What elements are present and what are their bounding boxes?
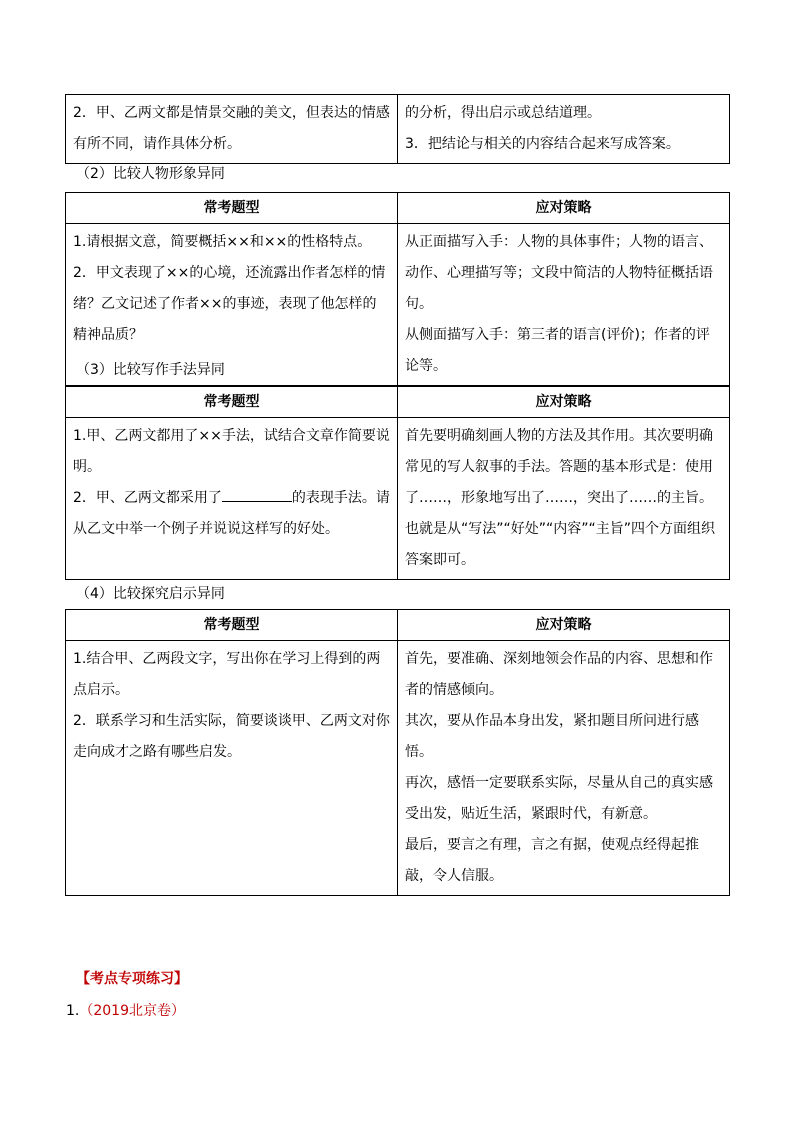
strategy-text: 从侧面描写入手：第三者的语言(评价)；作者的评论等。 — [405, 327, 710, 374]
strategy-text: 再次，感悟一定要联系实际，尽量从自己的真实感受出发，贴近生活，紧跟时代，有新意。 — [405, 775, 713, 822]
table-header-row — [66, 387, 730, 418]
question-cell — [66, 95, 398, 164]
continued-table — [65, 94, 730, 164]
strategy-text: 其次，要从作品本身出发，紧扣题目所问进行感悟。 — [405, 713, 699, 760]
strategy-cell — [398, 418, 730, 580]
question-text: 2．甲文表现了××的心境，还流露出作者怎样的情绪？乙文记述了作者××的事迹，表现了他怎样的精神品质？ — [73, 265, 386, 343]
question-text — [73, 483, 390, 545]
section-title-2: （2）比较人物形象异同 — [76, 166, 225, 182]
table-header-row — [66, 193, 730, 224]
column-header-strategy: 应对策略 — [398, 387, 730, 418]
practice-item — [66, 1000, 185, 1020]
strategy-cell — [398, 224, 730, 386]
fill-in-blank — [222, 487, 292, 502]
question-text: 1.请根据文意，简要概括××和××的性格特点。 — [73, 234, 372, 250]
practice-item-source: （2019北京卷） — [79, 1003, 185, 1019]
strategy-cell — [398, 641, 730, 896]
character-table — [65, 192, 730, 386]
question-cell — [66, 418, 398, 580]
strategy-text: 从正面描写入手：人物的具体事件；人物的语言、动作、心理描写等；文段中简洁的人物特征概括语句。 — [405, 234, 713, 312]
section-title-4: （4）比较探究启示异同 — [76, 586, 225, 602]
question-text: 2．甲、乙两文都是情景交融的美文，但表达的情感有所不同，请作具体分析。 — [73, 105, 390, 152]
column-header-question-type: 常考题型 — [66, 387, 398, 418]
question-text-part: 2．甲、乙两文都采用了 — [73, 490, 222, 506]
strategy-text: 首先要明确刻画人物的方法及其作用。其次要明确常见的写人叙事的手法。答题的基本形式是：使用了……，形象地写出了……，突出了……的主旨。也就是从“写法”“好处”“内容”“主旨”四个方面组织答案即可。 — [405, 428, 716, 568]
table-header-row — [66, 610, 730, 641]
question-text-part: 的表现手法。请从乙文中举一个例子并说说这样写的好处。 — [73, 490, 390, 537]
question-text: 1.甲、乙两文都用了××手法，试结合文章作简要说明。 — [73, 428, 390, 475]
strategy-cell — [398, 95, 730, 164]
strategy-text: 3．把结论与相关的内容结合起来写成答案。 — [405, 136, 680, 152]
strategy-text: 首先，要准确、深刻地领会作品的内容、思想和作者的情感倾向。 — [405, 651, 713, 698]
column-header-question-type: 常考题型 — [66, 610, 398, 641]
column-header-strategy: 应对策略 — [398, 610, 730, 641]
writing-technique-table — [65, 386, 730, 580]
table-row — [66, 641, 730, 896]
practice-item-number: 1. — [66, 1003, 80, 1019]
section-title-3: （3）比较写作手法异同 — [76, 362, 225, 378]
inspiration-table — [65, 609, 730, 896]
strategy-text: 的分析，得出启示或总结道理。 — [405, 105, 601, 121]
column-header-strategy: 应对策略 — [398, 193, 730, 224]
table-row — [66, 95, 730, 164]
question-text: 1.结合甲、乙两段文字，写出你在学习上得到的两点启示。 — [73, 651, 381, 698]
question-text: 2．联系学习和生活实际，简要谈谈甲、乙两文对你走向成才之路有哪些启发。 — [73, 713, 390, 760]
column-header-question-type: 常考题型 — [66, 193, 398, 224]
table-row — [66, 418, 730, 580]
question-cell — [66, 641, 398, 896]
strategy-text: 最后，要言之有理，言之有据，使观点经得起推敲，令人信服。 — [405, 837, 699, 884]
practice-heading: 【考点专项练习】 — [76, 971, 188, 987]
